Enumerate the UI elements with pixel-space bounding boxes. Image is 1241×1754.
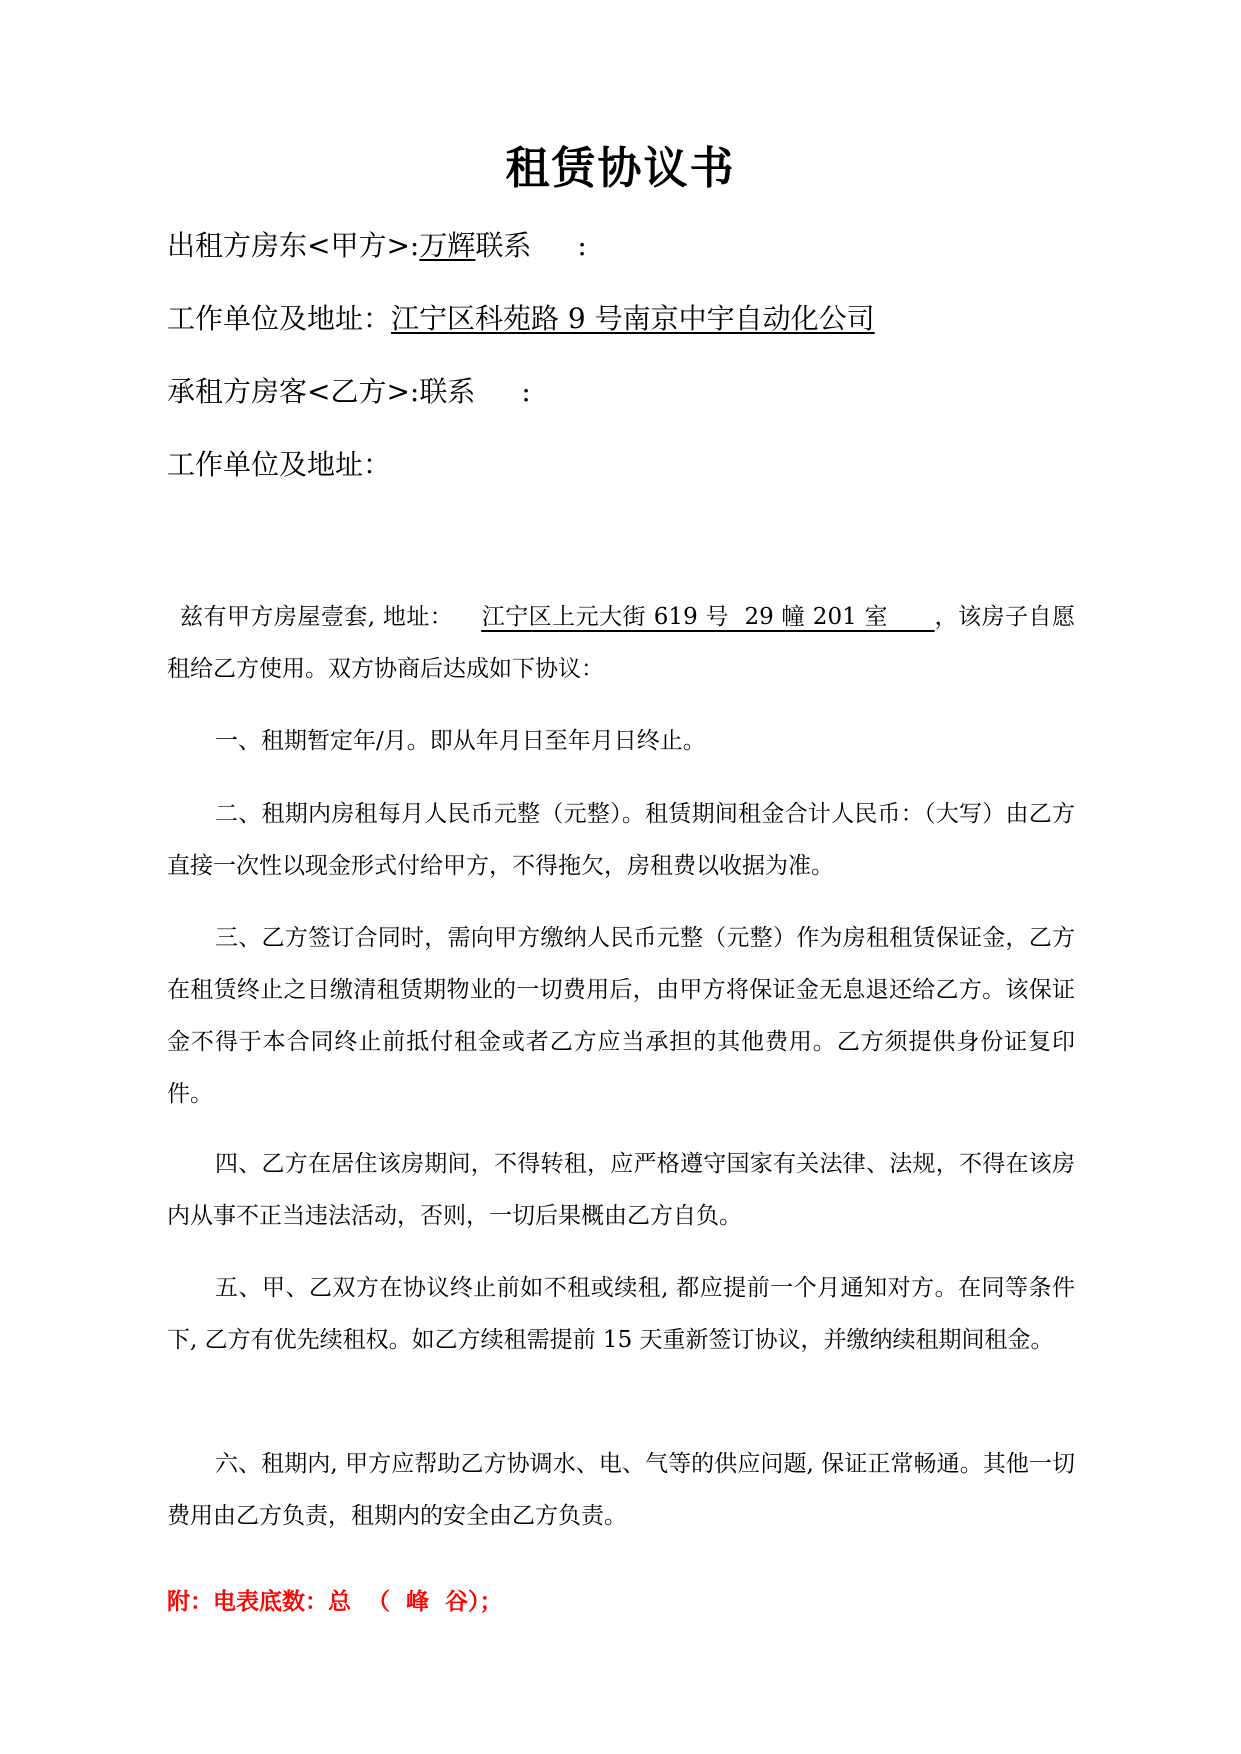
- clause-4-text: 四、乙方在居住该房期间，不得转租，应严格遵守国家有关法律、法规，不得在该房内从事不正当违法活动，否则，一切后果概由乙方自负。: [167, 1151, 1075, 1229]
- lessee-label: 承租方房客<乙方>:: [167, 375, 420, 408]
- clause-2-text: 二、租期内房租每月人民币元整（元整）。租赁期间租金合计人民币：（大写）由乙方直接一次性以现金形式付给甲方，不得拖欠，房租费以收据为准。: [167, 801, 1075, 879]
- lessee-contact-label: 联系: [419, 375, 476, 408]
- intro-suffix: ，该房子自愿租给乙方使用。双方协商后达成如下协议：: [167, 604, 1076, 682]
- lessor-contact-colon: :: [577, 229, 587, 262]
- clause-4: [167, 1138, 1075, 1242]
- lessor-contact-label: 联系: [475, 229, 532, 262]
- lessor-work-label: 工作单位及地址：: [167, 302, 392, 335]
- document-title: 租赁协议书: [505, 143, 736, 194]
- clause-5: [167, 1262, 1075, 1366]
- clause-6-text: 六、租期内, 甲方应帮助乙方协调水、电、气等的供应问题, 保证正常畅通。其他一切费用由乙方负责，租期内的安全由乙方负责。: [167, 1451, 1075, 1529]
- lessor-name: 万辉: [419, 229, 476, 262]
- intro-paragraph: [167, 591, 1075, 695]
- clause-1-text: 一、租期暂定年/月。即从年月日至年月日终止。: [215, 728, 706, 754]
- lessor-label: 出租方房东<甲方>:: [167, 229, 420, 262]
- clause-5-text: 五、甲、乙双方在协议终止前如不租或续租, 都应提前一个月通知对方。在同等条件下, 乙方有优先续租权。如乙方续租需提前 15 天重新签订协议，并缴纳续租期间租金。: [167, 1275, 1075, 1353]
- clause-3-text: 三、乙方签订合同时，需向甲方缴纳人民币元整（元整）作为房租租赁保证金，乙方在租赁终止之日缴清租赁期物业的一切费用后，由甲方将保证金无息退还给乙方。该保证金不得于本合同终止前抵付租金或者乙方应当承担的其他费用。乙方须提供身份证复印件。: [167, 925, 1075, 1107]
- clause-1: [167, 715, 1075, 767]
- lessee-work-label: 工作单位及地址：: [167, 448, 392, 481]
- clause-2: [167, 788, 1075, 892]
- meter-note: 附：电表底数：总 （ 峰 谷）；: [167, 1589, 503, 1615]
- clause-3: [167, 912, 1075, 1120]
- intro-address: 江宁区上元大街 619 号 29 幢 201 室: [481, 604, 935, 630]
- clause-6: [167, 1438, 1075, 1542]
- lessee-work-line: [167, 447, 391, 483]
- lessee-contact-colon: :: [521, 375, 531, 408]
- lessee-line: [167, 374, 531, 410]
- intro-prefix: 兹有甲方房屋壹套, 地址：: [180, 604, 454, 630]
- lessor-work-line: [167, 301, 875, 337]
- lessor-line: [167, 228, 587, 264]
- lessor-work-value: 江宁区科苑路 9 号南京中宇自动化公司: [391, 302, 875, 335]
